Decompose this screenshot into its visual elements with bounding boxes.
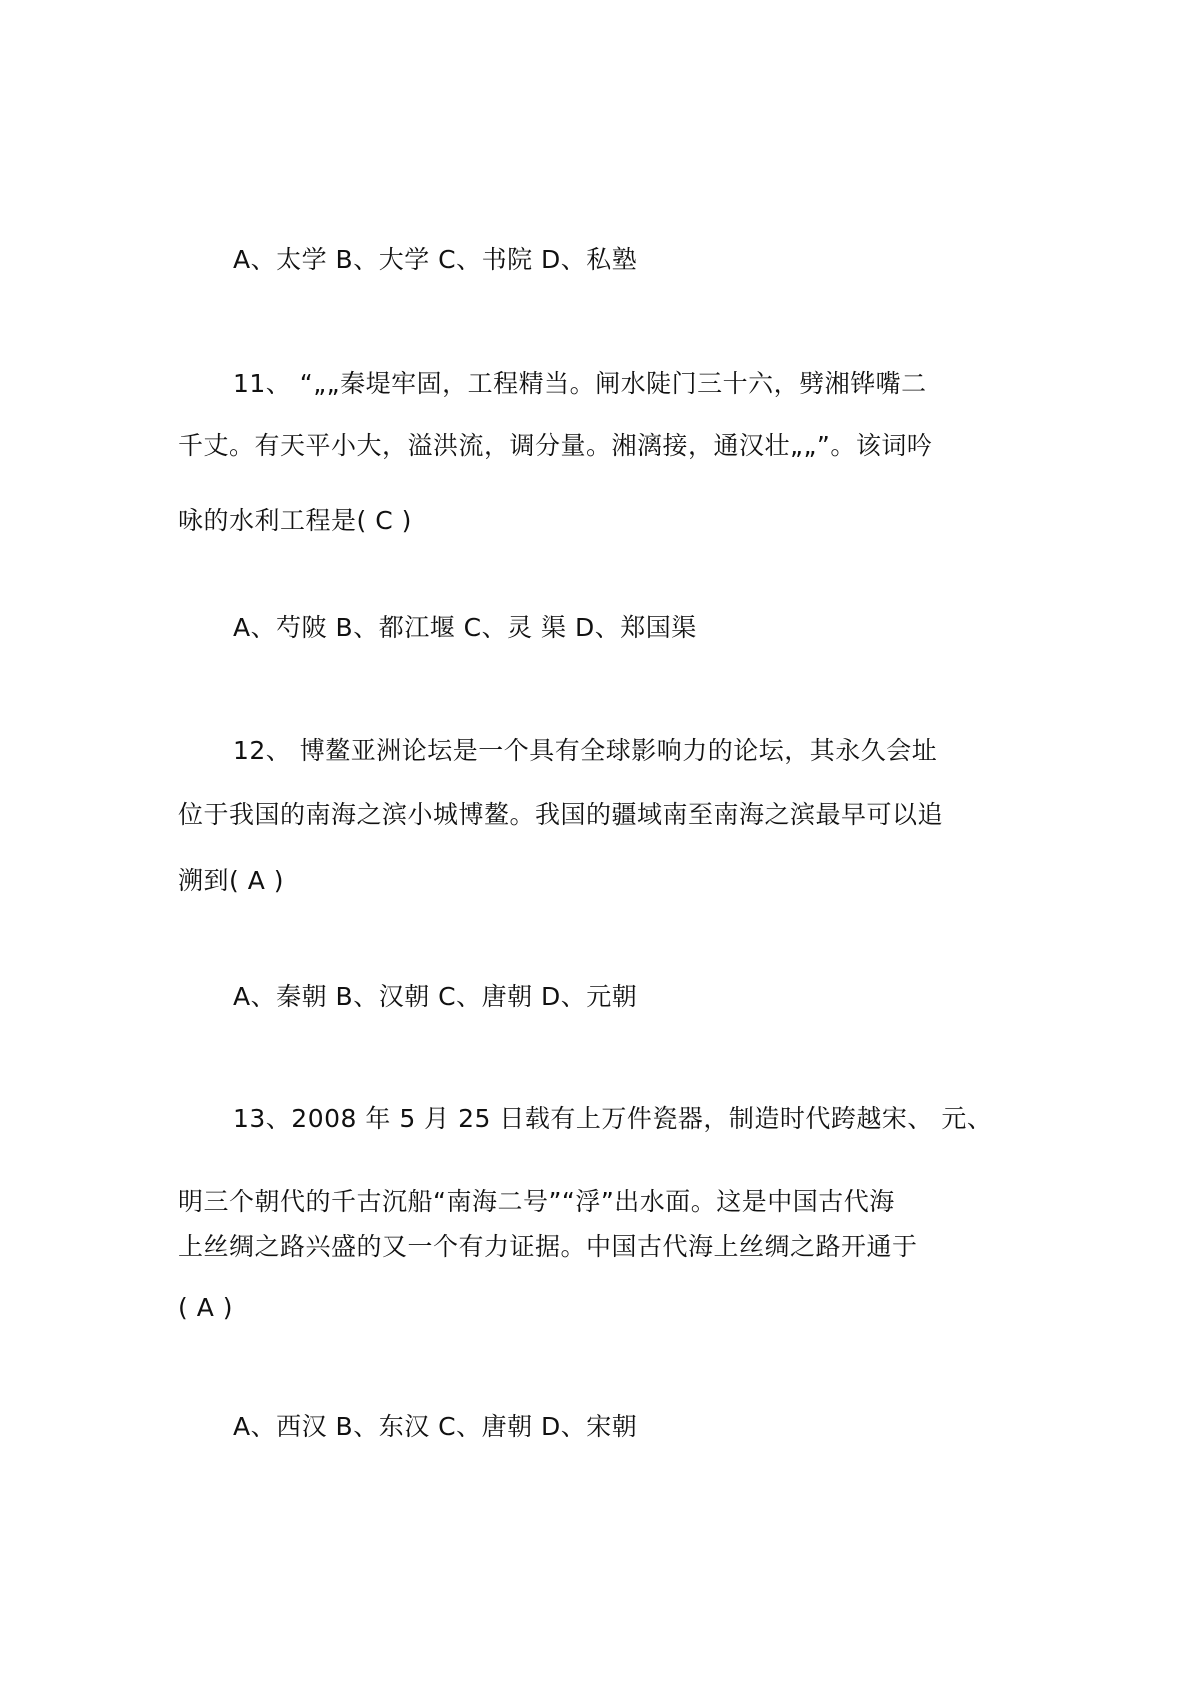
q11-stem-line1: 11、 “„„秦堤牢固，工程精当。闸水陡门三十六，劈湘铧嘴二 [233,369,927,398]
q13-stem-line2: 明三个朝代的千古沉船“南海二号”“浮”出水面。这是中国古代海 [178,1187,895,1216]
q12-stem-line3: 溯到( A ) [178,866,285,895]
q13-stem-line4: ( A ) [178,1293,234,1322]
q11-stem-line2: 千丈。有天平小大，溢洪流，调分量。湘漓接，通汉壮„„”。该词吟 [178,431,933,460]
q11-stem-line3: 咏的水利工程是( C ) [178,506,412,535]
q12-stem-line1: 12、 博鳌亚洲论坛是一个具有全球影响力的论坛，其永久会址 [233,736,938,765]
q13-stem-line1: 13、2008 年 5 月 25 日载有上万件瓷器，制造时代跨越宋、 元、 [233,1104,993,1133]
q10-options: A、太学 B、大学 C、书院 D、私塾 [233,245,638,274]
q13-options: A、西汉 B、东汉 C、唐朝 D、宋朝 [233,1412,638,1441]
q12-options: A、秦朝 B、汉朝 C、唐朝 D、元朝 [233,982,638,1011]
q12-stem-line2: 位于我国的南海之滨小城博鳌。我国的疆域南至南海之滨最早可以追 [178,800,944,829]
q13-stem-line3: 上丝绸之路兴盛的又一个有力证据。中国古代海上丝绸之路开通于 [178,1232,918,1261]
q11-options: A、芍陂 B、都江堰 C、灵 渠 D、郑国渠 [233,613,697,642]
